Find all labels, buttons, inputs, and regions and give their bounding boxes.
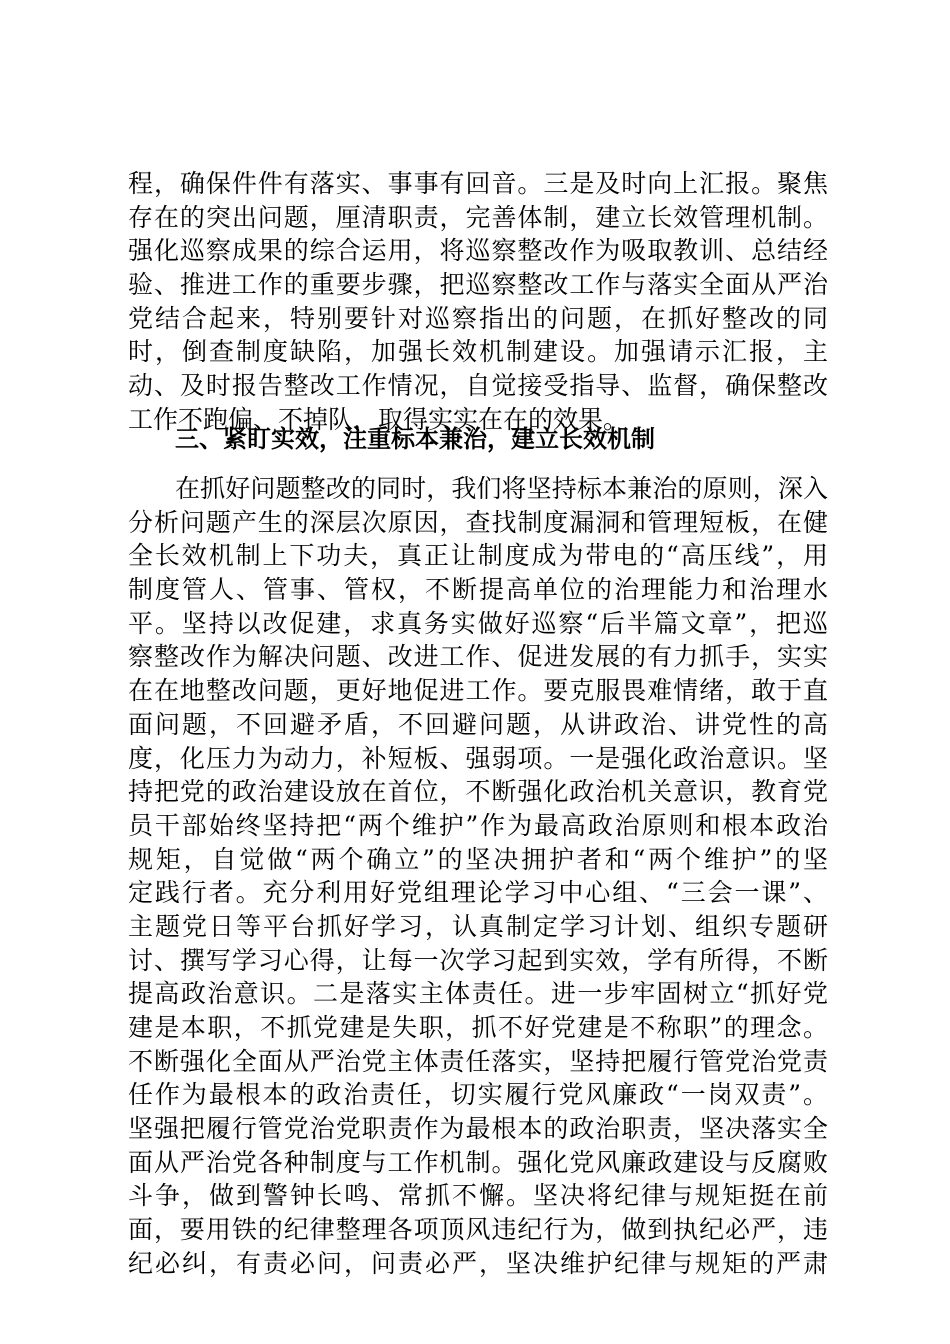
text-line: 动、及时报告整改工作情况，自觉接受指导、监督，确保整改	[128, 371, 828, 401]
text-line: 斗争，做到警钟长鸣、常抓不懈。坚决将纪律与规矩挺在前	[128, 1181, 828, 1211]
text-line: 平。坚持以改促建，求真务实做好巡察“后半篇文章”，把巡	[128, 608, 828, 638]
text-line: 在在地整改问题，更好地促进工作。要克服畏难情绪，敢于直	[128, 676, 828, 706]
text-line: 工作不跑偏、不掉队，取得实实在在的效果。	[128, 404, 629, 434]
text-line: 存在的突出问题，厘清职责，完善体制，建立长效管理机制。	[128, 202, 828, 232]
text-line: 讨、撰写学习心得，让每一次学习起到实效，学有所得，不断	[128, 945, 828, 975]
text-line: 不断强化全面从严治党主体责任落实，坚持把履行管党治党责	[128, 1046, 828, 1076]
text-line: 定践行者。充分利用好党组理论学习中心组、“三会一课”、	[128, 878, 828, 908]
text-line: 度，化压力为动力，补短板、强弱项。一是强化政治意识。坚	[128, 743, 828, 773]
section-heading-text: 三、紧盯实效，注重标本兼治，建立长效机制	[175, 425, 655, 453]
text-line: 提高政治意识。二是落实主体责任。进一步牢固树立“抓好党	[128, 979, 828, 1009]
text-line: 面，要用铁的纪律整理各项顶风违纪行为，做到执纪必严，违	[128, 1215, 828, 1245]
text-line: 主题党日等平台抓好学习，认真制定学习计划、组织专题研	[128, 911, 828, 941]
text-line: 分析问题产生的深层次原因，查找制度漏洞和管理短板，在健	[128, 507, 828, 537]
text-line: 程，确保件件有落实、事事有回音。三是及时向上汇报。聚焦	[128, 169, 828, 198]
text-line: 面问题，不回避矛盾，不回避问题，从讲政治、讲党性的高	[128, 709, 828, 739]
text-line: 建是本职，不抓党建是失职，抓不好党建是不称职”的理念。	[128, 1013, 828, 1042]
text-line: 在抓好问题整改的同时，我们将坚持标本兼治的原则，深入	[175, 474, 828, 503]
text-line: 党结合起来，特别要针对巡察指出的问题，在抓好整改的同	[128, 303, 828, 333]
text-line: 强化巡察成果的综合运用，将巡察整改作为吸取教训、总结经	[128, 236, 828, 266]
text-line: 任作为最根本的政治责任，切实履行党风廉政“一岗双责”。	[128, 1080, 828, 1110]
text-line: 验、推进工作的重要步骤，把巡察整改工作与落实全面从严治	[128, 270, 828, 300]
text-line: 员干部始终坚持把“两个维护”作为最高政治原则和根本政治	[128, 810, 828, 840]
section-heading	[128, 423, 828, 457]
text-line: 察整改作为解决问题、改进工作、促进发展的有力抓手，实实	[128, 642, 828, 672]
text-line: 面从严治党各种制度与工作机制。强化党风廉政建设与反腐败	[128, 1147, 828, 1177]
text-line: 制度管人、管事、管权，不断提高单位的治理能力和治理水	[128, 575, 828, 605]
text-line: 纪必纠，有责必问，问责必严，坚决维护纪律与规矩的严肃	[128, 1248, 828, 1278]
text-line: 持把党的政治建设放在首位，不断强化政治机关意识，教育党	[128, 777, 828, 807]
paragraph-long-term-mechanism	[128, 472, 828, 1281]
text-line: 坚强把履行管党治党职责作为最根本的政治职责，坚决落实全	[128, 1114, 828, 1144]
text-line: 时，倒查制度缺陷，加强长效机制建设。加强请示汇报，主	[128, 337, 828, 367]
text-line: 全长效机制上下功夫，真正让制度成为带电的“高压线”，用	[128, 541, 828, 571]
paragraph-rectification-process	[128, 167, 828, 437]
text-line: 规矩，自觉做“两个确立”的坚决拥护者和“两个维护”的坚	[128, 844, 828, 874]
